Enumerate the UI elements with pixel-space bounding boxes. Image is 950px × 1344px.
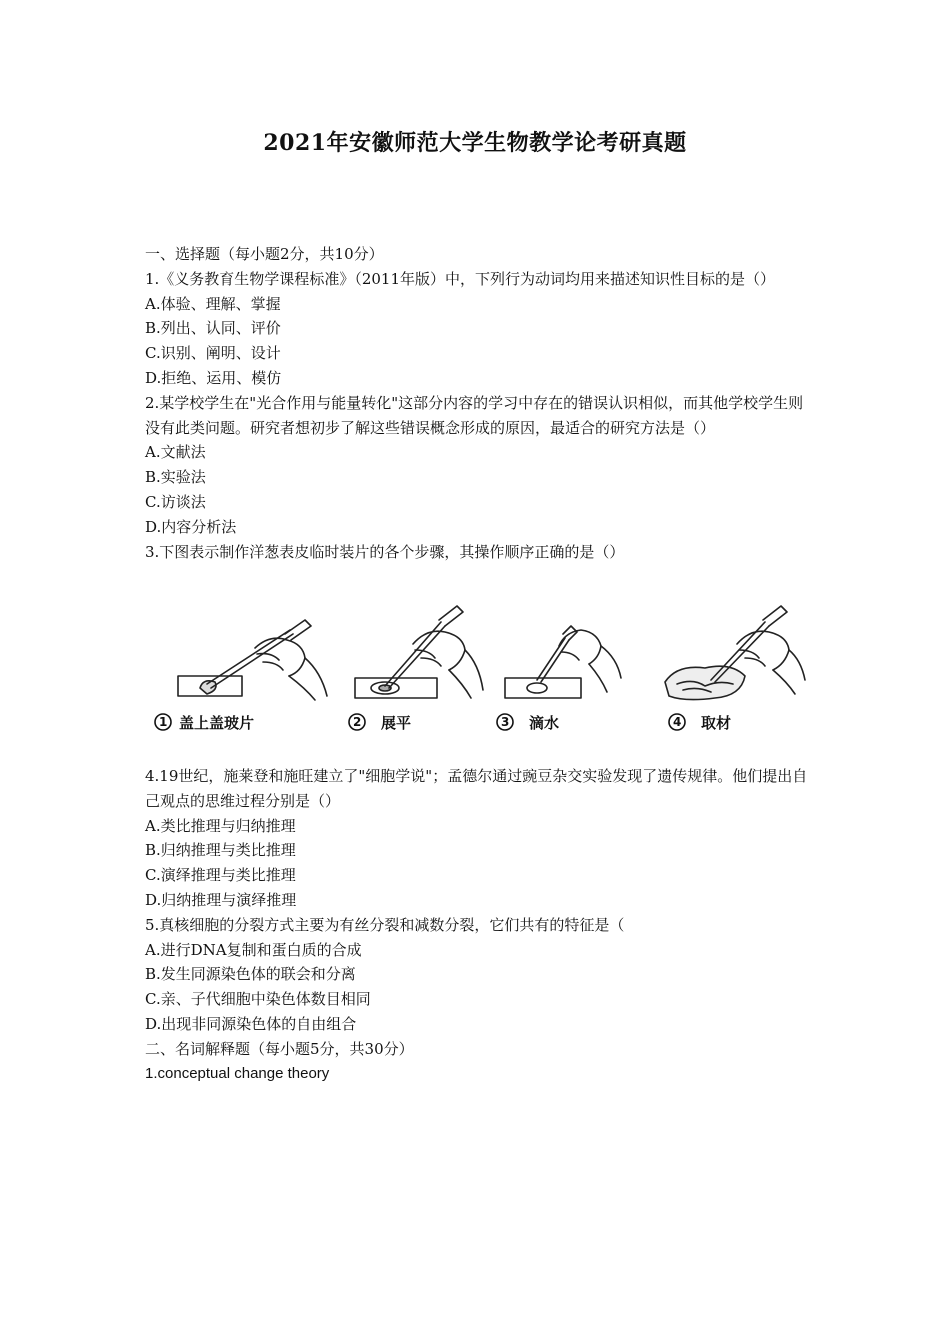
question-5-option-a: A.进行DNA复制和蛋白质的合成	[145, 940, 362, 959]
step-4-label	[669, 714, 731, 732]
question-4-option-a: A.类比推理与归纳推理	[145, 816, 296, 835]
question-2-stem: 2.某学校学生在"光合作用与能量转化"这部分内容的学习中存在的错误认识相似，而其他学校学生则没有此类问题。研究者想初步了解这些错误概念形成的原因，最适合的研究方法是（）	[145, 393, 804, 437]
question-3-stem: 3.下图表示制作洋葱表皮临时装片的各个步骤，其操作顺序正确的是（）	[145, 542, 625, 561]
question-1-option-c: C.识别、阐明、设计	[145, 344, 281, 363]
question-4-option-c: C.演绎推理与类比推理	[145, 866, 296, 885]
question-2-option-c: C.访谈法	[145, 492, 206, 511]
section-2-heading: 二、名词解释题（每小题5分，共30分）	[145, 1039, 414, 1058]
question-5-option-d: D.出现非同源染色体的自由组合	[145, 1014, 357, 1033]
step-1-label	[155, 714, 254, 732]
svg-text:3: 3	[501, 715, 510, 729]
svg-text:滴水: 滴水	[529, 714, 560, 732]
question-2-option-a: A.文献法	[145, 443, 206, 462]
question-1-option-d: D.拒绝、运用、模仿	[145, 368, 282, 387]
term-question-1: 1.conceptual change theory	[145, 1064, 330, 1082]
svg-text:4: 4	[673, 715, 682, 729]
step-4-illustration	[665, 606, 805, 700]
step-3-label	[497, 714, 559, 732]
step-2-label	[349, 714, 411, 732]
question-1-stem: 1.《义务教育生物学课程标准》（2011年版）中，下列行为动词均用来描述知识性目标的是（）	[145, 269, 775, 288]
step-3-illustration	[505, 626, 621, 698]
question-5-option-b: B.发生同源染色体的联会和分离	[145, 965, 356, 984]
svg-text:1: 1	[159, 715, 168, 729]
question-4-option-b: B.归纳推理与类比推理	[145, 841, 296, 860]
question-2-option-b: B.实验法	[145, 468, 206, 487]
question-1-option-a: A.体验、理解、掌握	[145, 294, 281, 313]
svg-text:展平: 展平	[381, 714, 412, 732]
question-1-option-b: B.列出、认同、评价	[145, 319, 281, 338]
question-5-option-c: C.亲、子代细胞中染色体数目相同	[145, 990, 371, 1009]
step-2-illustration	[355, 606, 483, 698]
page-title: 2021年安徽师范大学生物教学论考研真题	[263, 130, 687, 156]
svg-text:2: 2	[353, 715, 362, 729]
slide-preparation-figure	[145, 592, 810, 742]
step-1-illustration	[178, 620, 327, 700]
question-4-stem: 4.19世纪，施莱登和施旺建立了"细胞学说"；孟德尔通过豌豆杂交实验发现了遗传规律。他们提出自己观点的思维过程分别是（）	[145, 767, 808, 810]
svg-text:取材: 取材	[701, 714, 732, 732]
figure-svg	[145, 592, 810, 742]
section-continued	[145, 764, 810, 1086]
question-2-option-d: D.内容分析法	[145, 517, 237, 536]
section-choice	[145, 242, 810, 564]
section-heading: 一、选择题（每小题2分，共10分）	[145, 245, 384, 263]
svg-text:盖上盖玻片: 盖上盖玻片	[179, 714, 255, 732]
question-5-stem: 5.真核细胞的分裂方式主要为有丝分裂和减数分裂，它们共有的特征是（	[145, 915, 625, 934]
question-4-option-d: D.归纳推理与演绎推理	[145, 890, 297, 909]
